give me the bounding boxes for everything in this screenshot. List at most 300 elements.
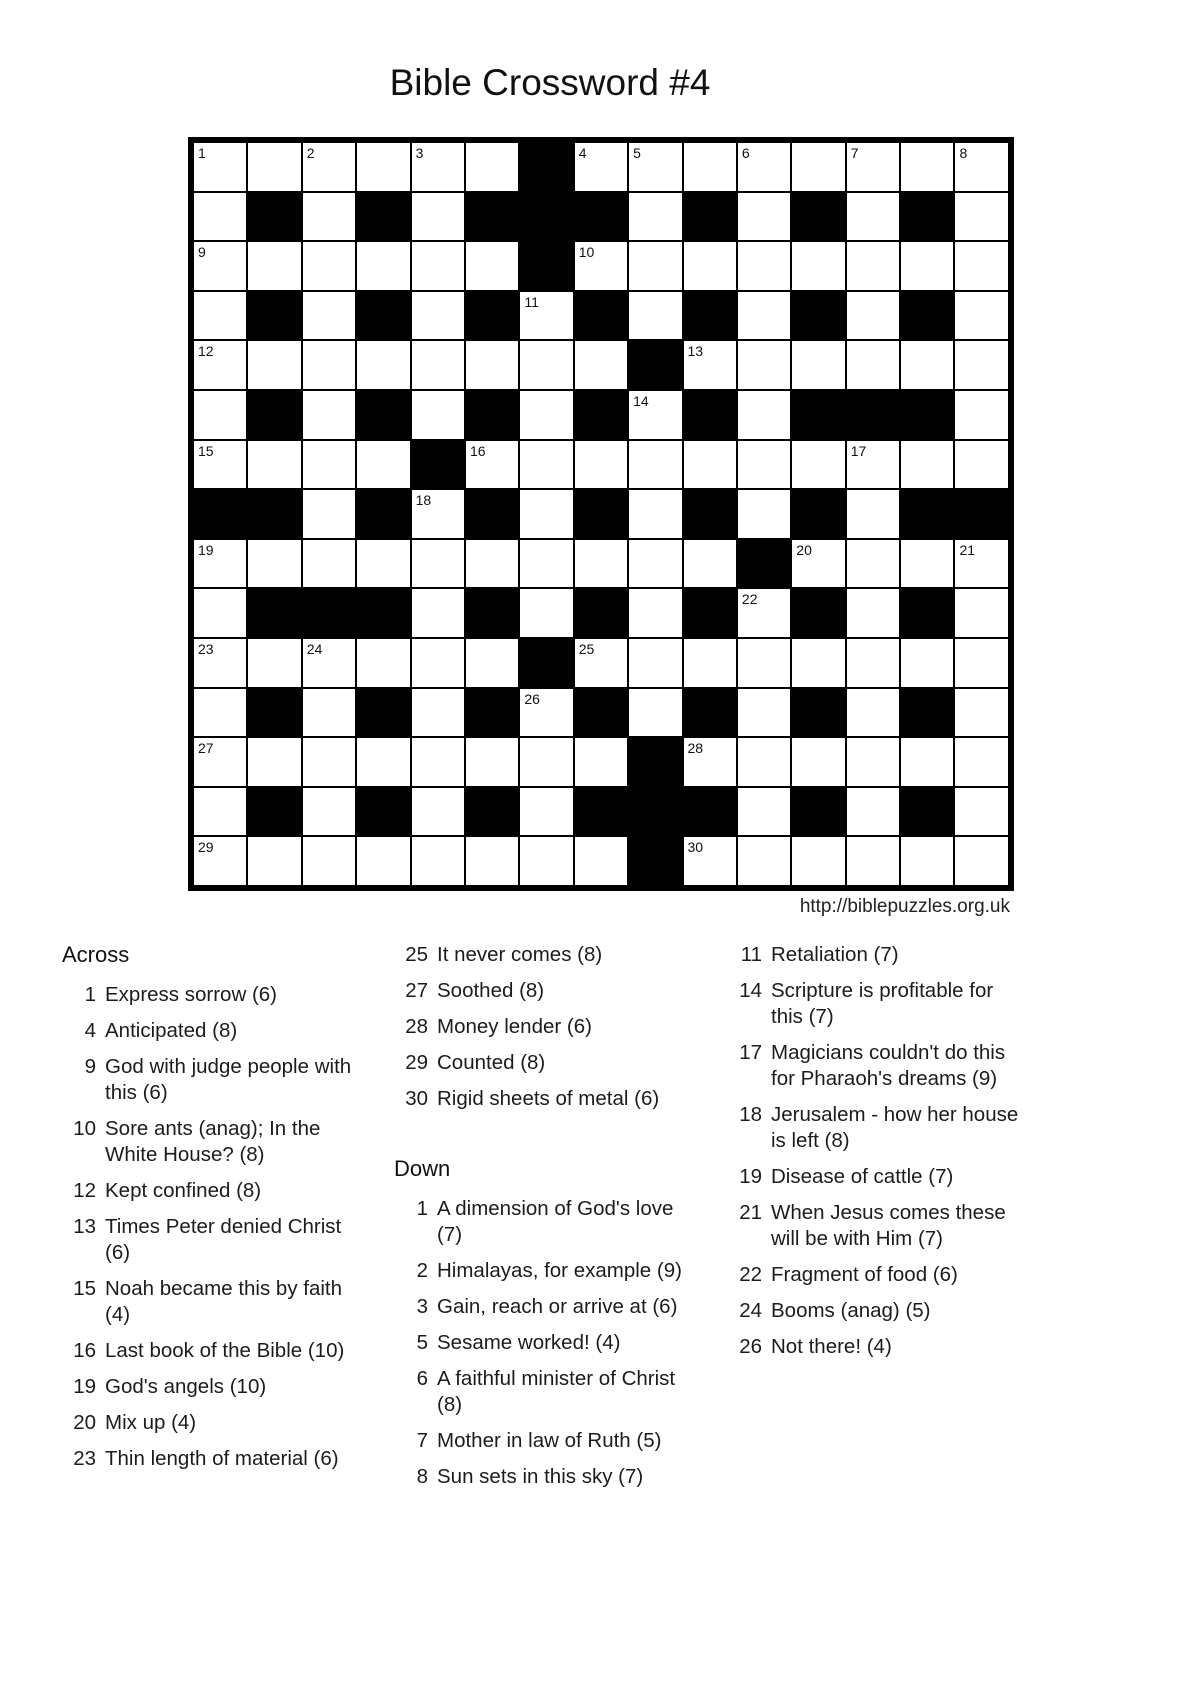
clue-number: 2 [416, 1259, 428, 1282]
cell-number: 26 [524, 690, 540, 707]
grid-cell-white[interactable] [738, 391, 790, 439]
grid-cell-white[interactable] [412, 341, 464, 389]
grid-cell-white[interactable] [412, 391, 464, 439]
grid-cell-white[interactable] [303, 490, 355, 538]
grid-cell-white[interactable] [412, 193, 464, 241]
grid-cell-white[interactable] [847, 292, 899, 340]
grid-cell-white[interactable] [466, 143, 518, 191]
grid-cell-white[interactable] [792, 639, 844, 687]
grid-cell-white[interactable] [520, 738, 572, 786]
clue-text: Mother in law of Ruth (5) [437, 1429, 662, 1452]
grid-cell-white[interactable] [738, 837, 790, 885]
grid-cell-white[interactable] [847, 788, 899, 836]
grid-cell-white[interactable] [412, 540, 464, 588]
grid-cell-white[interactable] [792, 143, 844, 191]
grid-cell-white[interactable] [955, 242, 1007, 290]
grid-cell-black [412, 441, 464, 489]
grid-cell-black [901, 490, 953, 538]
clue-text: Rigid sheets of metal (6) [437, 1087, 660, 1110]
grid-cell-white[interactable] [194, 143, 246, 191]
grid-cell-white[interactable] [629, 292, 681, 340]
grid-cell-white[interactable] [303, 341, 355, 389]
grid-cell-black [684, 788, 736, 836]
grid-cell-black [684, 589, 736, 637]
grid-cell-white[interactable] [357, 341, 409, 389]
grid-cell-white[interactable] [629, 639, 681, 687]
grid-cell-black [792, 689, 844, 737]
clue-item [726, 1040, 1027, 1092]
grid-cell-black [684, 391, 736, 439]
grid-cell-white[interactable] [901, 242, 953, 290]
clue-text: Sesame worked! (4) [437, 1331, 621, 1354]
grid-cell-white[interactable] [194, 441, 246, 489]
grid-cell-black [466, 391, 518, 439]
grid-cell-white[interactable] [738, 738, 790, 786]
grid-cell-white[interactable] [955, 441, 1007, 489]
grid-cell-black [792, 193, 844, 241]
clue-number: 19 [739, 1165, 762, 1188]
crossword-grid [188, 137, 1014, 891]
clue-number: 25 [405, 943, 428, 966]
grid-cell-white[interactable] [629, 589, 681, 637]
grid-cell-white[interactable] [248, 540, 300, 588]
clue-number: 20 [73, 1411, 96, 1434]
clue-text: Sun sets in this sky (7) [437, 1465, 644, 1488]
clue-number: 14 [739, 979, 762, 1002]
grid-cell-white[interactable] [303, 788, 355, 836]
clue-item [726, 1334, 1027, 1360]
grid-cell-white[interactable] [901, 441, 953, 489]
clue-item [726, 1262, 1027, 1288]
grid-cell-white[interactable] [520, 540, 572, 588]
clue-number: 27 [405, 979, 428, 1002]
grid-cell-black [792, 391, 844, 439]
clue-item [60, 1214, 361, 1266]
grid-cell-white[interactable] [303, 689, 355, 737]
grid-cell-white[interactable] [466, 639, 518, 687]
grid-cell-black [575, 193, 627, 241]
grid-cell-white[interactable] [194, 589, 246, 637]
grid-cell-white[interactable] [466, 341, 518, 389]
grid-cell-white[interactable] [194, 639, 246, 687]
clue-text: God's angels (10) [105, 1375, 267, 1398]
grid-cell-white[interactable] [303, 837, 355, 885]
grid-cell-white[interactable] [738, 193, 790, 241]
grid-cell-white[interactable] [466, 738, 518, 786]
grid-cell-white[interactable] [955, 540, 1007, 588]
grid-cell-white[interactable] [303, 441, 355, 489]
clue-number: 1 [84, 983, 96, 1006]
grid-cell-white[interactable] [194, 738, 246, 786]
grid-cell-black [357, 490, 409, 538]
clue-text: Fragment of food (6) [771, 1263, 958, 1286]
grid-cell-black [357, 788, 409, 836]
clue-number: 12 [73, 1179, 96, 1202]
grid-cell-black [466, 788, 518, 836]
grid-cell-white[interactable] [412, 292, 464, 340]
clue-text: Retaliation (7) [771, 943, 899, 966]
grid-cell-white[interactable] [194, 788, 246, 836]
cell-number: 17 [850, 442, 867, 459]
grid-cell-white[interactable] [738, 143, 790, 191]
clue-number: 19 [73, 1375, 96, 1398]
clue-item [60, 1054, 361, 1106]
grid-cell-white[interactable] [901, 540, 953, 588]
grid-cell-white[interactable] [901, 837, 953, 885]
grid-cell-white[interactable] [412, 788, 464, 836]
grid-cell-black [792, 589, 844, 637]
grid-cell-black [575, 292, 627, 340]
grid-cell-white[interactable] [248, 441, 300, 489]
clue-text: It never comes (8) [437, 943, 603, 966]
page-title: Bible Crossword #4 [389, 62, 711, 103]
grid-cell-white[interactable] [412, 143, 464, 191]
grid-cell-white[interactable] [575, 540, 627, 588]
clue-item [392, 1086, 693, 1112]
grid-cell-white[interactable] [684, 242, 736, 290]
grid-cell-black [357, 292, 409, 340]
grid-cell-white[interactable] [901, 738, 953, 786]
clue-text: Money lender (6) [437, 1015, 592, 1038]
clue-item [392, 1366, 693, 1418]
grid-cell-black [901, 689, 953, 737]
clue-number: 16 [73, 1339, 96, 1362]
clue-number: 1 [416, 1197, 428, 1220]
down-clue-list [392, 1196, 693, 1490]
clue-number: 15 [73, 1277, 96, 1300]
cell-number: 27 [198, 740, 214, 757]
grid-cell-white[interactable] [955, 143, 1007, 191]
clue-text: Magicians couldn't do this for Pharaoh's dreams (9) [771, 1041, 1006, 1090]
cell-number: 4 [578, 145, 587, 161]
grid-cell-black [684, 292, 736, 340]
clue-item [60, 1410, 361, 1436]
grid-cell-white[interactable] [520, 837, 572, 885]
grid-cell-black [629, 738, 681, 786]
clue-number: 17 [739, 1041, 762, 1064]
grid-cell-white[interactable] [792, 441, 844, 489]
clue-text: God with judge people with this (6) [105, 1055, 352, 1104]
cell-number: 2 [306, 145, 315, 161]
grid-cell-white[interactable] [575, 738, 627, 786]
cell-number: 6 [741, 145, 750, 161]
grid-cell-white[interactable] [357, 441, 409, 489]
grid-cell-white[interactable] [629, 242, 681, 290]
clue-number: 28 [405, 1015, 428, 1038]
clue-item [392, 1330, 693, 1356]
grid-cell-black [684, 490, 736, 538]
grid-cell-white[interactable] [629, 143, 681, 191]
grid-cell-white[interactable] [303, 292, 355, 340]
grid-cell-white[interactable] [955, 788, 1007, 836]
clue-text: A dimension of God's love (7) [437, 1197, 674, 1246]
grid-cell-white[interactable] [303, 242, 355, 290]
grid-cell-black [575, 788, 627, 836]
cell-number: 10 [578, 244, 595, 261]
clue-text: Thin length of material (6) [105, 1447, 339, 1470]
grid-cell-white[interactable] [847, 689, 899, 737]
grid-cell-white[interactable] [847, 193, 899, 241]
grid-cell-black [248, 689, 300, 737]
grid-cell-white[interactable] [194, 689, 246, 737]
grid-cell-white[interactable] [248, 143, 300, 191]
grid-cell-white[interactable] [194, 341, 246, 389]
grid-cell-white[interactable] [466, 441, 518, 489]
cell-number: 23 [198, 640, 214, 657]
grid-cell-white[interactable] [955, 689, 1007, 737]
clue-text: Kept confined (8) [105, 1179, 262, 1202]
grid-cell-white[interactable] [629, 689, 681, 737]
grid-cell-white[interactable] [684, 540, 736, 588]
grid-cell-white[interactable] [412, 837, 464, 885]
grid-cell-white[interactable] [684, 341, 736, 389]
grid-cell-white[interactable] [792, 738, 844, 786]
grid-cell-white[interactable] [629, 490, 681, 538]
grid-cell-white[interactable] [738, 292, 790, 340]
clue-number: 21 [739, 1201, 762, 1224]
cell-number: 21 [959, 541, 976, 558]
clue-number: 18 [739, 1103, 762, 1126]
grid-cell-white[interactable] [575, 242, 627, 290]
grid-cell-white[interactable] [248, 341, 300, 389]
down-heading: Down [394, 1156, 451, 1181]
clue-column-middle [392, 942, 693, 1500]
grid-cell-black [684, 689, 736, 737]
grid-cell-white[interactable] [520, 441, 572, 489]
grid-cell-white[interactable] [792, 837, 844, 885]
clue-number: 3 [416, 1295, 428, 1318]
grid-cell-white[interactable] [520, 589, 572, 637]
clue-item [60, 1338, 361, 1364]
cell-number: 16 [469, 442, 486, 459]
clue-item [60, 1446, 361, 1472]
grid-cell-white[interactable] [248, 242, 300, 290]
grid-cell-white[interactable] [357, 738, 409, 786]
grid-cell-white[interactable] [520, 292, 572, 340]
clue-item [392, 1464, 693, 1490]
grid-cell-white[interactable] [357, 540, 409, 588]
clue-number: 9 [84, 1055, 96, 1078]
grid-cell-white[interactable] [738, 689, 790, 737]
grid-cell-black [357, 589, 409, 637]
grid-cell-white[interactable] [684, 441, 736, 489]
grid-cell-white[interactable] [520, 788, 572, 836]
grid-cell-white[interactable] [792, 341, 844, 389]
grid-cell-white[interactable] [194, 540, 246, 588]
across-clue-list [60, 982, 361, 1472]
grid-cell-white[interactable] [520, 689, 572, 737]
grid-cell-white[interactable] [901, 639, 953, 687]
grid-cell-white[interactable] [575, 639, 627, 687]
grid-cell-white[interactable] [194, 242, 246, 290]
cell-number: 18 [415, 492, 432, 509]
grid-cell-black [520, 143, 572, 191]
grid-cell-black [248, 788, 300, 836]
grid-cell-white[interactable] [955, 589, 1007, 637]
clue-text: Counted (8) [437, 1051, 546, 1074]
clue-item [60, 1178, 361, 1204]
grid-cell-white[interactable] [792, 242, 844, 290]
grid-cell-white[interactable] [847, 738, 899, 786]
clue-text: Himalayas, for example (9) [437, 1259, 682, 1282]
clue-item [392, 1196, 693, 1248]
grid-cell-white[interactable] [955, 738, 1007, 786]
grid-cell-white[interactable] [738, 242, 790, 290]
source-url[interactable]: http://biblepuzzles.org.uk [799, 896, 1010, 917]
grid-cell-black [955, 490, 1007, 538]
clue-text: Not there! (4) [771, 1335, 892, 1358]
grid-cell-white[interactable] [847, 540, 899, 588]
grid-cell-white[interactable] [303, 738, 355, 786]
grid-cell-white[interactable] [575, 143, 627, 191]
grid-cell-white[interactable] [520, 341, 572, 389]
grid-cell-white[interactable] [955, 193, 1007, 241]
grid-cell-black [248, 391, 300, 439]
clue-number: 7 [416, 1429, 428, 1452]
grid-cell-white[interactable] [412, 738, 464, 786]
cell-number: 9 [198, 244, 206, 261]
clue-item [60, 1374, 361, 1400]
clue-text: Express sorrow (6) [105, 983, 278, 1006]
grid-cell-white[interactable] [684, 639, 736, 687]
cell-number: 12 [198, 343, 214, 360]
grid-cell-white[interactable] [629, 193, 681, 241]
grid-cell-white[interactable] [357, 837, 409, 885]
grid-cell-black [248, 292, 300, 340]
grid-cell-black [575, 490, 627, 538]
grid-cell-white[interactable] [684, 143, 736, 191]
clue-number: 8 [416, 1465, 428, 1488]
grid-cell-white[interactable] [303, 391, 355, 439]
grid-cell-white[interactable] [194, 292, 246, 340]
grid-cell-white[interactable] [466, 540, 518, 588]
clue-item [392, 1050, 693, 1076]
grid-cell-white[interactable] [955, 391, 1007, 439]
grid-cell-black [248, 490, 300, 538]
grid-cell-white[interactable] [738, 589, 790, 637]
grid-cell-black [248, 193, 300, 241]
clue-text: Mix up (4) [105, 1411, 197, 1434]
grid-cell-black [792, 490, 844, 538]
clue-item [392, 1258, 693, 1284]
clue-number: 29 [405, 1051, 428, 1074]
clue-item [60, 1276, 361, 1328]
clue-column-down [726, 942, 1027, 1370]
grid-cell-white[interactable] [412, 242, 464, 290]
grid-cell-white[interactable] [629, 540, 681, 588]
clue-item [392, 978, 693, 1004]
grid-cell-white[interactable] [847, 242, 899, 290]
grid-cell-black [629, 341, 681, 389]
grid-cell-white[interactable] [738, 788, 790, 836]
grid-cell-white[interactable] [684, 738, 736, 786]
cell-number: 30 [687, 839, 704, 856]
clue-number: 10 [73, 1117, 96, 1140]
grid-cell-white[interactable] [575, 341, 627, 389]
grid-cell-white[interactable] [847, 589, 899, 637]
grid-cell-white[interactable] [847, 639, 899, 687]
grid-cell-white[interactable] [629, 441, 681, 489]
grid-cell-white[interactable] [575, 441, 627, 489]
cell-number: 25 [578, 640, 595, 657]
grid-cell-white[interactable] [520, 490, 572, 538]
grid-cell-white[interactable] [738, 341, 790, 389]
grid-cell-white[interactable] [357, 143, 409, 191]
grid-cell-black [792, 292, 844, 340]
grid-cell-white[interactable] [412, 490, 464, 538]
grid-cell-white[interactable] [847, 441, 899, 489]
grid-cell-white[interactable] [955, 639, 1007, 687]
grid-cell-black [357, 689, 409, 737]
clue-item [60, 1018, 361, 1044]
clue-text: Scripture is profitable for this (7) [771, 979, 994, 1028]
grid-cell-black [357, 193, 409, 241]
grid-cell-black [901, 292, 953, 340]
grid-cell-black [466, 292, 518, 340]
clue-text: When Jesus comes these will be with Him (7) [771, 1201, 1006, 1250]
grid-cell-white[interactable] [738, 441, 790, 489]
clue-item [392, 1428, 693, 1454]
grid-cell-white[interactable] [357, 242, 409, 290]
clue-text: Soothed (8) [437, 979, 545, 1002]
grid-cell-white[interactable] [303, 639, 355, 687]
grid-cell-white[interactable] [629, 391, 681, 439]
grid-cell-black [847, 391, 899, 439]
grid-cell-white[interactable] [738, 490, 790, 538]
grid-cell-white[interactable] [303, 143, 355, 191]
grid-cell-white[interactable] [412, 639, 464, 687]
grid-cell-white[interactable] [194, 837, 246, 885]
clue-item [392, 942, 693, 968]
grid-cell-black [466, 589, 518, 637]
clue-number: 13 [73, 1215, 96, 1238]
grid-cell-white[interactable] [412, 589, 464, 637]
grid-cell-white[interactable] [303, 540, 355, 588]
grid-cell-white[interactable] [303, 193, 355, 241]
grid-cell-white[interactable] [901, 143, 953, 191]
grid-cell-white[interactable] [955, 292, 1007, 340]
grid-cell-black [792, 788, 844, 836]
grid-cell-white[interactable] [194, 193, 246, 241]
grid-cell-black [629, 837, 681, 885]
grid-cell-white[interactable] [847, 143, 899, 191]
grid-cell-white[interactable] [901, 341, 953, 389]
grid-cell-white[interactable] [412, 689, 464, 737]
grid-cell-white[interactable] [194, 391, 246, 439]
grid-cell-white[interactable] [466, 242, 518, 290]
clue-number: 22 [739, 1263, 762, 1286]
grid-cell-white[interactable] [955, 341, 1007, 389]
clue-item [726, 942, 1027, 968]
grid-cell-white[interactable] [466, 837, 518, 885]
grid-cell-white[interactable] [847, 837, 899, 885]
grid-cell-white[interactable] [357, 639, 409, 687]
grid-cell-white[interactable] [248, 738, 300, 786]
cell-number: 8 [959, 145, 968, 161]
grid-cell-white[interactable] [575, 837, 627, 885]
grid-cell-black [194, 490, 246, 538]
grid-cell-white[interactable] [847, 490, 899, 538]
grid-cell-white[interactable] [248, 837, 300, 885]
grid-cell-white[interactable] [847, 341, 899, 389]
grid-cell-white[interactable] [955, 837, 1007, 885]
grid-cell-white[interactable] [684, 837, 736, 885]
grid-cell-white[interactable] [792, 540, 844, 588]
clue-number: 30 [405, 1087, 428, 1110]
grid-cell-white[interactable] [248, 639, 300, 687]
grid-cell-white[interactable] [738, 639, 790, 687]
grid-cell-white[interactable] [520, 391, 572, 439]
